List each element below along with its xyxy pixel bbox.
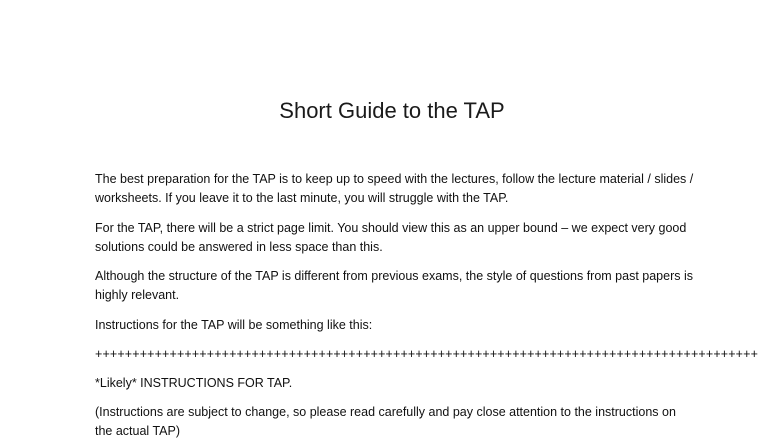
paragraph-instructions-intro: Instructions for the TAP will be something like this: [95, 318, 373, 332]
paragraph-preparation: The best preparation for the TAP is to keep up to speed with the lectures, follow the lecture material / slides / worksheets. If you leave it to the last minute, you will struggle with the TAP. [95, 172, 694, 205]
paragraph-past-papers: Although the structure of the TAP is different from previous exams, the style of questions from past papers is highly relevant. [95, 269, 693, 302]
paragraph-instructions-note: (Instructions are subject to change, so please read carefully and pay close attention to the instructions on the actual TAP) [95, 405, 676, 438]
paragraph-likely-instructions: *Likely* INSTRUCTIONS FOR TAP. [95, 376, 293, 390]
paragraph-page-limit: For the TAP, there will be a strict page limit. You should view this as an upper bound – we expect very good solutions could be answered in less space than this. [95, 221, 687, 254]
separator-line: +++++++++++++++++++++++++++++++++++++++++++++++++++++++++++++++++++++++++++++++++++++++++ [95, 347, 759, 361]
document-title: Short Guide to the TAP [279, 98, 505, 123]
